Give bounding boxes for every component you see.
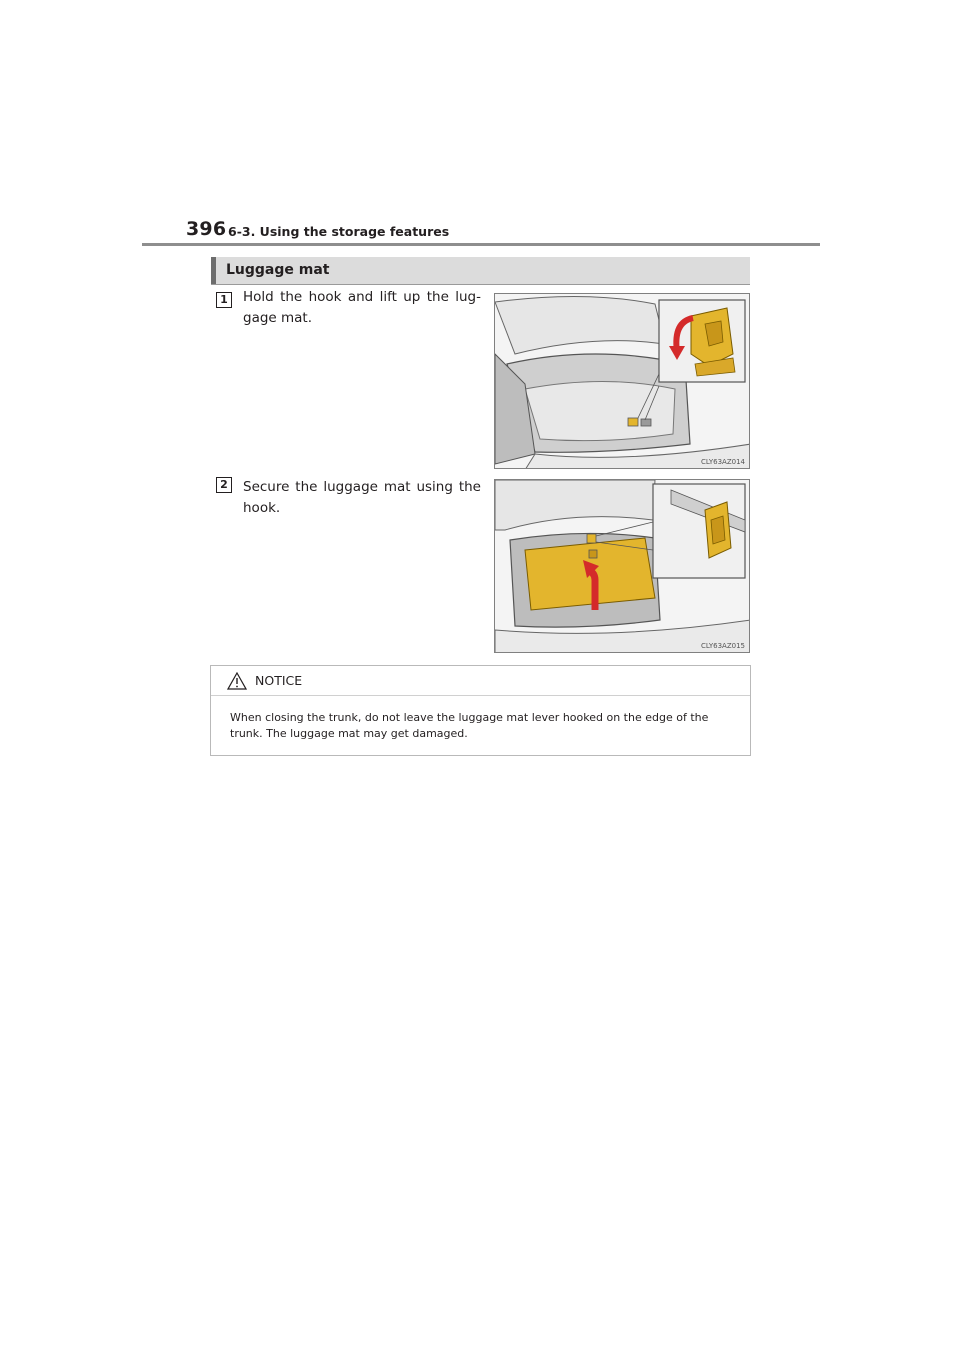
page-number: 396	[186, 218, 227, 240]
subsection-title: Luggage mat	[226, 262, 330, 278]
figure-code-2: CLY63AZ015	[701, 642, 745, 650]
subsection-header	[211, 257, 750, 285]
section-title: 6-3. Using the storage features	[228, 224, 450, 239]
figure-secure-luggage-mat	[494, 479, 750, 653]
notice-box	[210, 665, 751, 756]
warning-triangle-icon	[227, 672, 247, 690]
step-number-2: 2	[216, 477, 232, 493]
notice-text: When closing the trunk, do not leave the luggage mat lever hooked on the edge of the trunk. The luggage mat may get damaged.	[230, 711, 709, 740]
step-text-1: Hold the hook and lift up the lug-gage mat.	[243, 289, 481, 326]
subsection-accent	[211, 257, 216, 284]
trunk-illustration-2	[495, 480, 750, 653]
step-text-2: Secure the luggage mat using the hook.	[243, 479, 481, 516]
header-divider	[142, 243, 820, 246]
figure-lift-luggage-mat	[494, 293, 750, 469]
trunk-illustration-1	[495, 294, 750, 469]
notice-label: NOTICE	[255, 673, 303, 688]
step-number-1: 1	[216, 292, 232, 308]
figure-code-1: CLY63AZ014	[701, 458, 745, 466]
notice-header	[211, 666, 750, 696]
